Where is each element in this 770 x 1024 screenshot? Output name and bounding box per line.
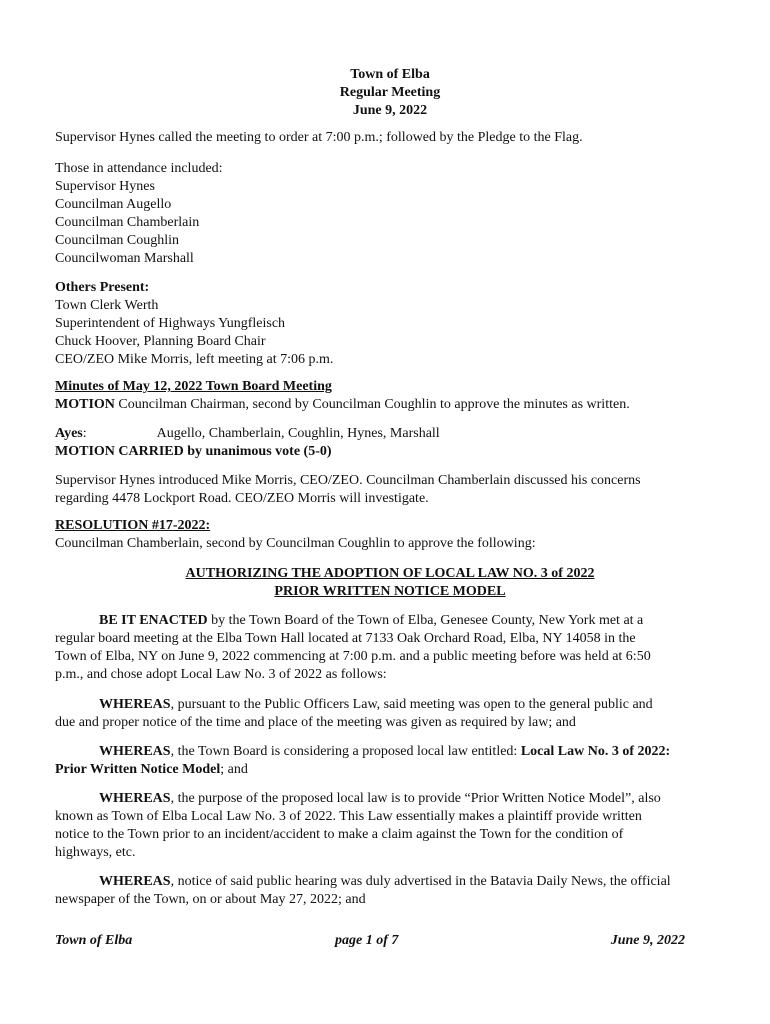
- whereas-paragraph-3: [55, 790, 725, 862]
- whereas-label: WHEREAS: [99, 791, 171, 806]
- footer-date: June 9, 2022: [610, 933, 685, 948]
- paragraph-text: , pursuant to the Public Officers Law, said meeting was open to the general public and: [170, 697, 653, 712]
- enacted-paragraph: [55, 612, 725, 684]
- paragraph-text: , the purpose of the proposed local law is to provide “Prior Written Notice Model”, also: [170, 791, 661, 806]
- resolution-title-line-2: PRIOR WRITTEN NOTICE MODEL: [274, 584, 506, 599]
- resolution-section: [55, 517, 725, 553]
- vote-section: [55, 425, 725, 461]
- header-town: Town of Elba: [350, 67, 430, 82]
- whereas-paragraph-2: [55, 743, 725, 779]
- paragraph-line: [55, 612, 725, 630]
- whereas-paragraph-1: [55, 696, 725, 732]
- motion-text: Councilman Chairman, second by Councilman Coughlin to approve the minutes as written.: [114, 397, 630, 412]
- page-footer: [55, 932, 685, 952]
- attendee: Supervisor Hynes: [55, 179, 155, 194]
- ayes-colon: :: [82, 426, 87, 441]
- motion-label: MOTION: [55, 397, 115, 412]
- paragraph-line: known as Town of Elba Local Law No. 3 of 2022. This Law essentially makes a plaintiff provide written: [55, 809, 642, 824]
- header-date: June 9, 2022: [352, 103, 428, 118]
- paragraph-line: [55, 696, 725, 714]
- attendee: Councilman Augello: [55, 197, 172, 212]
- header-meeting-type: Regular Meeting: [339, 85, 441, 100]
- resolution-title-line-1: AUTHORIZING THE ADOPTION OF LOCAL LAW NO. 3 of 2022: [185, 566, 595, 581]
- call-to-order: [55, 129, 725, 147]
- resolution-title: [55, 565, 725, 601]
- other-person: Superintendent of Highways Yungfleisch: [55, 316, 286, 331]
- minutes-heading: Minutes of May 12, 2022 Town Board Meeting: [55, 379, 332, 394]
- others-present-section: [55, 279, 725, 369]
- paragraph-line: notice to the Town prior to an incident/accident to make a claim against the Town for the condition of: [55, 827, 624, 842]
- paragraph-line: p.m., and chose adopt Local Law No. 3 of 2022 as follows:: [55, 667, 387, 682]
- paragraph-line: [55, 873, 725, 891]
- enacted-label: BE IT ENACTED: [99, 613, 208, 628]
- other-person: CEO/ZEO Mike Morris, left meeting at 7:06 p.m.: [55, 352, 334, 367]
- attendee: Councilman Chamberlain: [55, 215, 200, 230]
- whereas-label: WHEREAS: [99, 744, 171, 759]
- paragraph-line: Supervisor Hynes introduced Mike Morris, CEO/ZEO. Councilman Chamberlain discussed his concerns: [55, 473, 641, 488]
- whereas-label: WHEREAS: [99, 697, 171, 712]
- attendee: Councilman Coughlin: [55, 233, 180, 248]
- paragraph-line: [55, 743, 725, 761]
- minutes-motion: [55, 396, 725, 414]
- paragraph-line: due and proper notice of the time and place of the meeting was given as required by law; and: [55, 715, 576, 730]
- paragraph-line: [55, 790, 725, 808]
- footer-page-number: page 1 of 7: [335, 933, 399, 948]
- resolution-heading: RESOLUTION #17-2022:: [55, 518, 211, 533]
- law-title: Local Law No. 3 of 2022:: [520, 744, 671, 759]
- paragraph-line: newspaper of the Town, on or about May 27, 2022; and: [55, 892, 366, 907]
- paragraph-line: regular board meeting at the Elba Town Hall located at 7133 Oak Orchard Road, Elba, NY 14058 in the: [55, 631, 636, 646]
- other-person: Town Clerk Werth: [55, 298, 159, 313]
- law-title: Prior Written Notice Model: [55, 762, 221, 777]
- paragraph-text: , the Town Board is considering a proposed local law entitled:: [170, 744, 521, 759]
- ayes-label: Ayes: [55, 426, 83, 441]
- call-to-order-text: Supervisor Hynes called the meeting to order at 7:00 p.m.; followed by the Pledge to the Flag.: [55, 130, 583, 145]
- other-person: Chuck Hoover, Planning Board Chair: [55, 334, 266, 349]
- resolution-intro: Councilman Chamberlain, second by Councilman Coughlin to approve the following:: [55, 536, 536, 551]
- attendee: Councilwoman Marshall: [55, 251, 194, 266]
- paragraph-line: [55, 761, 725, 779]
- ayes-line: [55, 425, 725, 443]
- whereas-label: WHEREAS: [99, 874, 171, 889]
- attendance-section: [55, 160, 725, 268]
- paragraph-text: by the Town Board of the Town of Elba, Genesee County, New York met at a: [207, 613, 644, 628]
- document-header: [55, 66, 725, 120]
- others-present-heading: Others Present:: [55, 280, 150, 295]
- attendance-heading: Those in attendance included:: [55, 161, 223, 176]
- motion-carried: MOTION CARRIED by unanimous vote (5-0): [55, 444, 332, 459]
- paragraph-line: highways, etc.: [55, 845, 136, 860]
- paragraph-text: ; and: [220, 762, 248, 777]
- paragraph-line: Town of Elba, NY on June 9, 2022 commencing at 7:00 p.m. and a public meeting before was held at 6:50: [55, 649, 651, 664]
- minutes-section: [55, 378, 725, 414]
- paragraph-text: , notice of said public hearing was duly advertised in the Batavia Daily News, the official: [170, 874, 671, 889]
- whereas-paragraph-4: [55, 873, 725, 909]
- morris-paragraph: [55, 472, 725, 508]
- footer-town: Town of Elba: [55, 933, 133, 948]
- ayes-names: Augello, Chamberlain, Coughlin, Hynes, Marshall: [156, 426, 440, 441]
- paragraph-line: regarding 4478 Lockport Road. CEO/ZEO Morris will investigate.: [55, 491, 429, 506]
